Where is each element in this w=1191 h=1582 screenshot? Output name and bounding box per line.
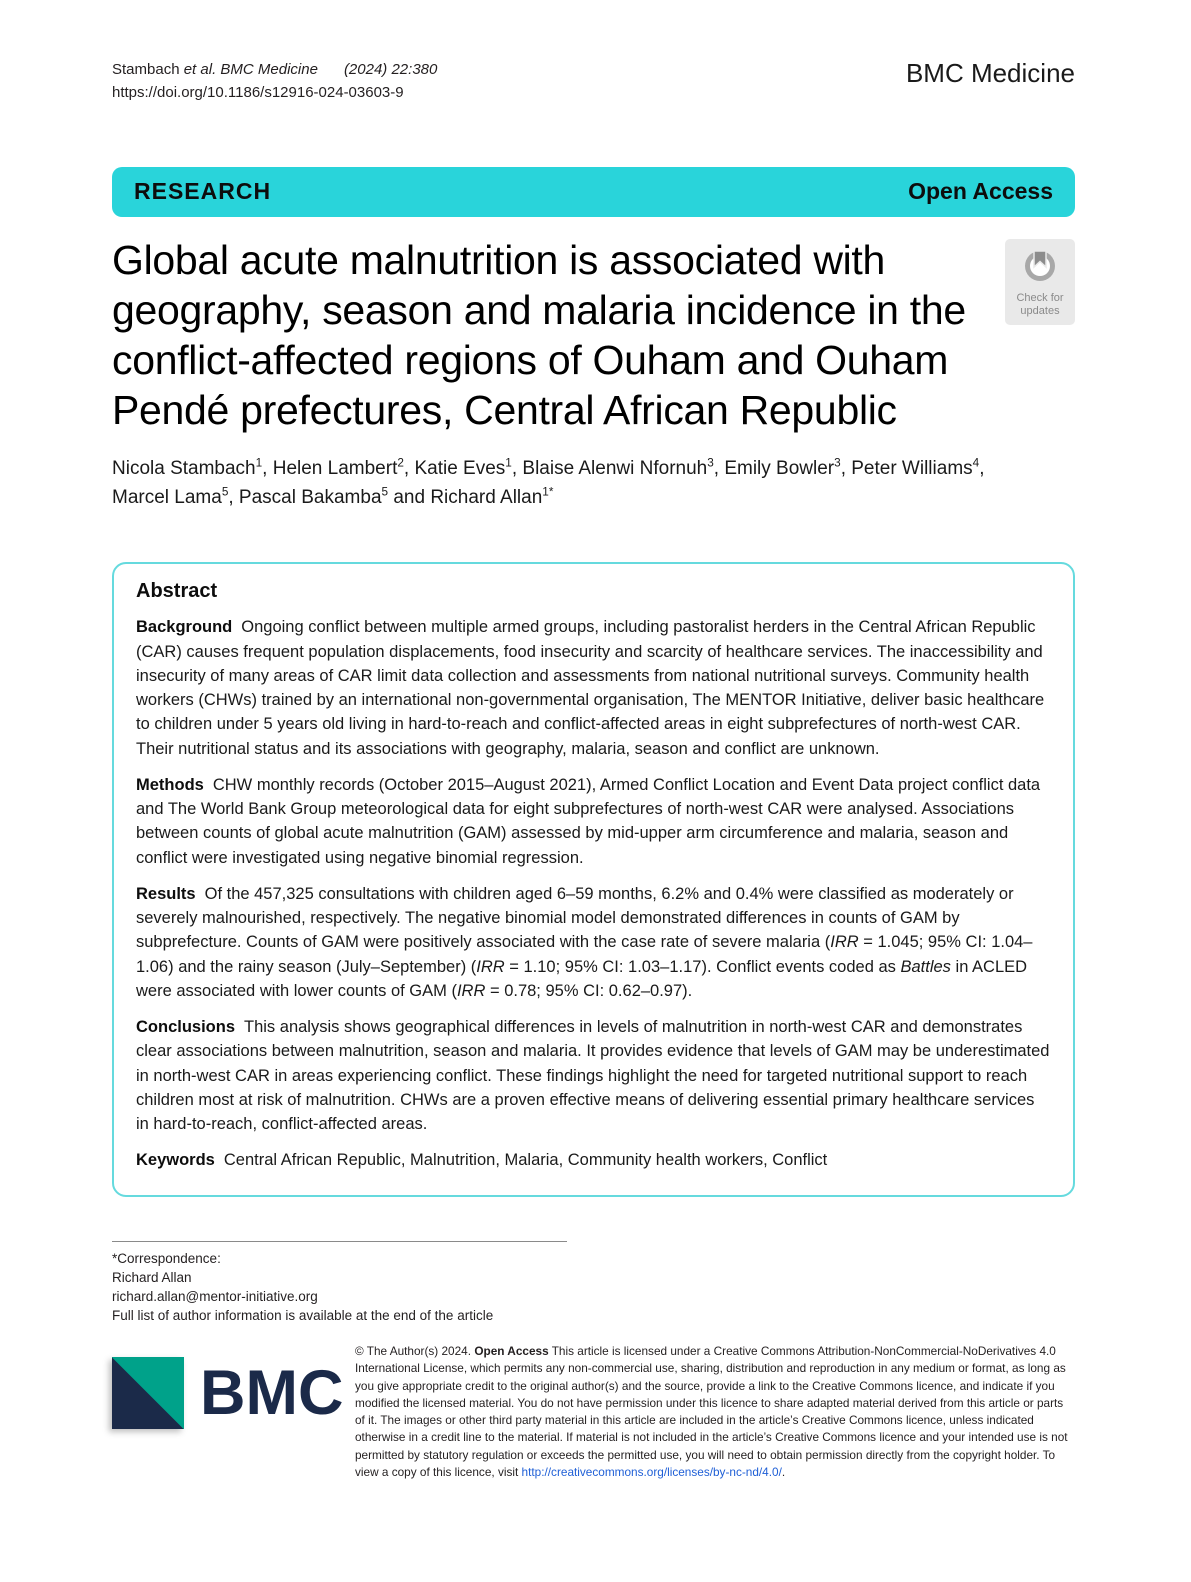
section-type-label: RESEARCH bbox=[134, 178, 272, 204]
abstract-conclusions-text: This analysis shows geographical differences in levels of malnutrition in north-west CAR and demonstrates clear associations between malnutrition, season and malaria. It provides evidence that levels of GAM may be underestimated in north-west CAR in areas experiencing conflict. These findings highlight the need for targeted nutritional support to reach children most at risk of malnutrition. CHWs are a proven effective means of delivering essential primary healthcare services in hard-to-reach, conflict-affected areas. bbox=[136, 1018, 1050, 1134]
abstract-keywords-label: Keywords bbox=[136, 1151, 215, 1170]
abstract-heading: Abstract bbox=[136, 580, 218, 603]
abstract-keywords-text: Central African Republic, Malnutrition, Malaria, Community health workers, Conflict bbox=[223, 1151, 828, 1170]
research-banner bbox=[112, 167, 1075, 217]
abstract-results-text: Of the 457,325 consultations with children aged 6–59 months, 6.2% and 0.4% were classified as moderately or severely malnourished, respectively. The negative binomial model demonstrated differences in counts of GAM by subprefecture. Counts of GAM were positively associated with the case rate of severe malaria (IRR = 1.045; 95% CI: 1.04–1.06) and the rainy season (July–September) (IRR = 1.10; 95% CI: 1.03–1.17). Conflict events coded as Battles in ACLED were associated with lower counts of GAM (IRR = 0.78; 95% CI: 0.62–0.97). bbox=[136, 884, 1033, 1000]
abstract-methods-text: CHW monthly records (October 2015–August 2021), Armed Conflict Location and Event Data project conflict data and The World Bank Group meteorological data for eight subprefectures of north-west CAR were analysed. Associations between counts of global acute malnutrition (GAM) assessed by mid-upper arm circumference and malaria, season and conflict were investigated using negative binomial regression. bbox=[136, 775, 1041, 867]
citation-line bbox=[112, 58, 437, 81]
citation-block bbox=[112, 58, 437, 105]
badge-label-line2: updates bbox=[1020, 305, 1060, 318]
citation-author: Stambach bbox=[112, 61, 184, 78]
abstract-methods-label: Methods bbox=[136, 775, 204, 794]
check-for-updates-badge[interactable] bbox=[1005, 239, 1075, 326]
correspondence-label: *Correspondence: bbox=[112, 1250, 221, 1266]
article-title: Global acute malnutrition is associated with geography, season and malaria incidence in the conflict-affected regions of Ouham and Ouham Pendé prefectures, Central African Republic bbox=[112, 236, 966, 434]
license-link[interactable]: http://creativecommons.org/licenses/by-nc-nd/4.0/ bbox=[521, 1464, 782, 1479]
abstract-background-text: Ongoing conflict between multiple armed groups, including pastoralist herders in the Central African Republic (CAR) causes frequent population displacements, food insecurity and scarcity of healthcare services. The inaccessibility and insecurity of many areas of CAR limit data collection and assessments from national nutritional surveys. Community health workers (CHWs) trained by an international non-governmental organisation, The MENTOR Initiative, deliver basic healthcare to children under 5 years old living in hard-to-reach and conflict-affected areas in eight subprefectures of north-west CAR. Their nutritional status and its associations with geography, malaria, season and conflict are unknown. bbox=[136, 618, 1045, 758]
title-row bbox=[112, 235, 1075, 436]
bmc-logo bbox=[112, 1357, 355, 1429]
badge-label-line1: Check for bbox=[1016, 291, 1064, 304]
correspondence-divider bbox=[112, 1241, 567, 1242]
abstract-box bbox=[112, 562, 1075, 1196]
bmc-logo-icon bbox=[112, 1357, 184, 1429]
crossmark-icon bbox=[1021, 246, 1059, 284]
badge-label bbox=[1009, 292, 1071, 320]
abstract-methods bbox=[136, 773, 1051, 870]
correspondence-name: Richard Allan bbox=[112, 1269, 192, 1285]
correspondence-block bbox=[112, 1241, 1075, 1326]
open-access-label: Open Access bbox=[908, 178, 1053, 204]
bmc-logo-text: BMC bbox=[200, 1357, 344, 1428]
correspondence-email: richard.allan@mentor-initiative.org bbox=[112, 1288, 318, 1304]
abstract-conclusions-label: Conclusions bbox=[136, 1018, 236, 1037]
abstract-keywords bbox=[136, 1148, 1051, 1172]
abstract-background-label: Background bbox=[136, 618, 233, 637]
citation-issue: (2024) 22:380 bbox=[343, 61, 438, 78]
page-header bbox=[112, 58, 1075, 105]
journal-name: BMC Medicine bbox=[905, 58, 1075, 88]
license-text: © The Author(s) 2024. Open Access This article is licensed under a Creative Commons Attribution-NonCommercial-NoDerivatives 4.0 International License, which permits any non-commercial use, sharing, distribution and reproduction in any medium or format, as long as you give appropriate credit to the original author(s) and the source, provide a link to the Creative Commons licence, and indicate if you modified the licensed material. You do not have permission under this licence to share adapted material derived from this article or parts of it. The images or other third party material in this article are included in the article’s Creative Commons licence, unless indicated otherwise in a credit line to the material. If material is not included in the article’s Creative Commons licence and your intended use is not permitted by statutory regulation or exceeds the permitted use, you will need to obtain permission directly from the copyright holder. To view a copy of this licence, visit http://creativecommons.org/licenses/by-nc-nd/4.0/. bbox=[355, 1344, 1068, 1479]
abstract-background bbox=[136, 615, 1051, 761]
abstract-results-label: Results bbox=[136, 884, 196, 903]
doi-text: https://doi.org/10.1186/s12916-024-03603-9 bbox=[112, 84, 404, 102]
authors-line: Nicola Stambach$^1$, Helen Lambert$^2$, Katie Eves$^1$, Blaise Alenwi Nfornuh$^3$, Emily Bowler$^3$, Peter Williams$^4$, Marcel Lama$^5$, Pascal Bakamba$^5$ and Richard Allan$^{1*}$ bbox=[112, 457, 985, 508]
abstract-conclusions bbox=[136, 1015, 1051, 1136]
abstract-results bbox=[136, 882, 1051, 1003]
footer bbox=[112, 1343, 1075, 1481]
citation-journal: et al. BMC Medicine bbox=[183, 61, 318, 78]
correspondence-note: Full list of author information is available at the end of the article bbox=[112, 1308, 494, 1324]
